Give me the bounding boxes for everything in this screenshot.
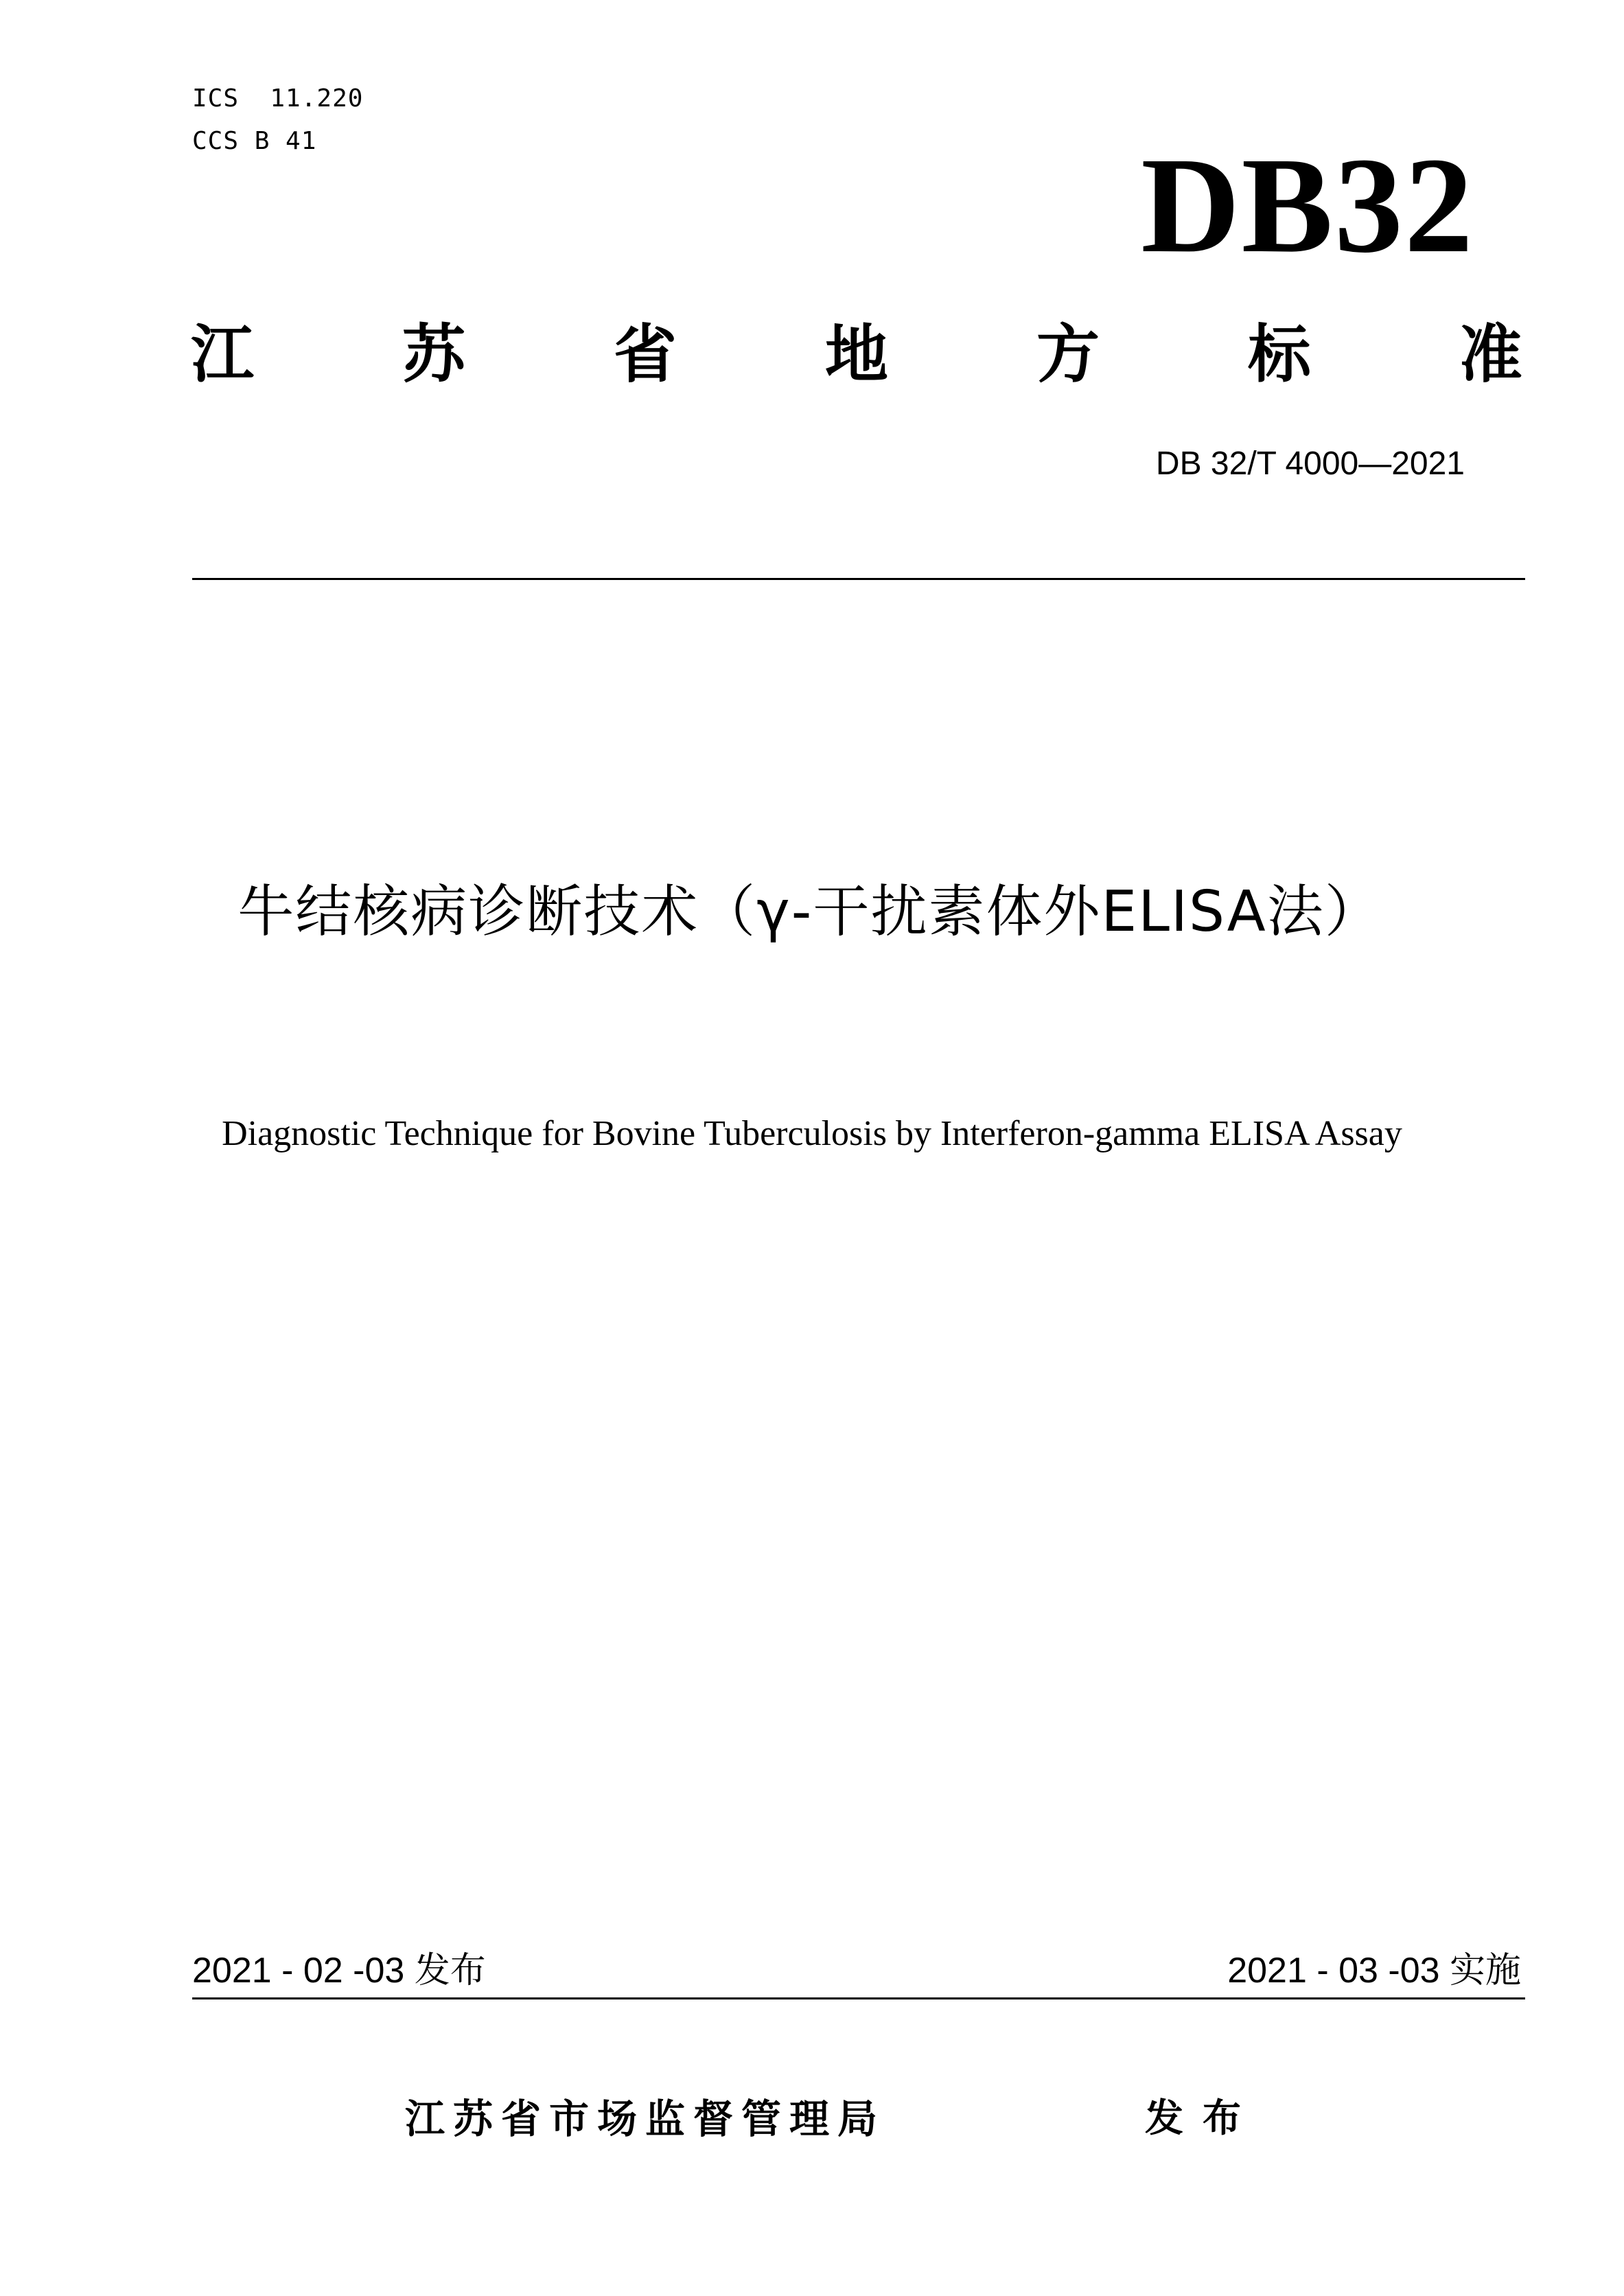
standard-prefix-mark: DB32 <box>1141 130 1474 281</box>
standard-type-char: 准 <box>1459 318 1522 391</box>
ics-code: ICS 11.220 <box>192 84 364 113</box>
standard-type-char: 地 <box>824 318 888 391</box>
standard-type-heading <box>191 317 1522 393</box>
standard-number: DB 32/T 4000—2021 <box>1155 445 1465 482</box>
standard-type-char: 省 <box>613 318 677 391</box>
document-title-english: Diagnostic Technique for Bovine Tuberculosis by Interferon-gamma ELISA Assay <box>222 1114 1402 1153</box>
issuing-authority: 江苏省市场监督管理局 <box>405 2096 886 2142</box>
issue-date: 2021 - 02 -03 发布 <box>192 1951 486 1991</box>
footer-divider <box>192 1997 1525 1999</box>
standard-type-char: 江 <box>191 318 255 391</box>
standard-type-char: 标 <box>1247 318 1311 391</box>
standard-type-char: 苏 <box>402 318 465 391</box>
issue-action-label: 发布 <box>1145 2096 1260 2141</box>
header-divider <box>192 578 1525 580</box>
document-title-chinese: 牛结核病诊断技术（γ-干扰素体外ELISA法） <box>237 879 1382 944</box>
implementation-date: 2021 - 03 -03 实施 <box>1227 1951 1521 1991</box>
ccs-code: CCS B 41 <box>192 127 317 155</box>
standard-type-char: 方 <box>1036 318 1100 391</box>
